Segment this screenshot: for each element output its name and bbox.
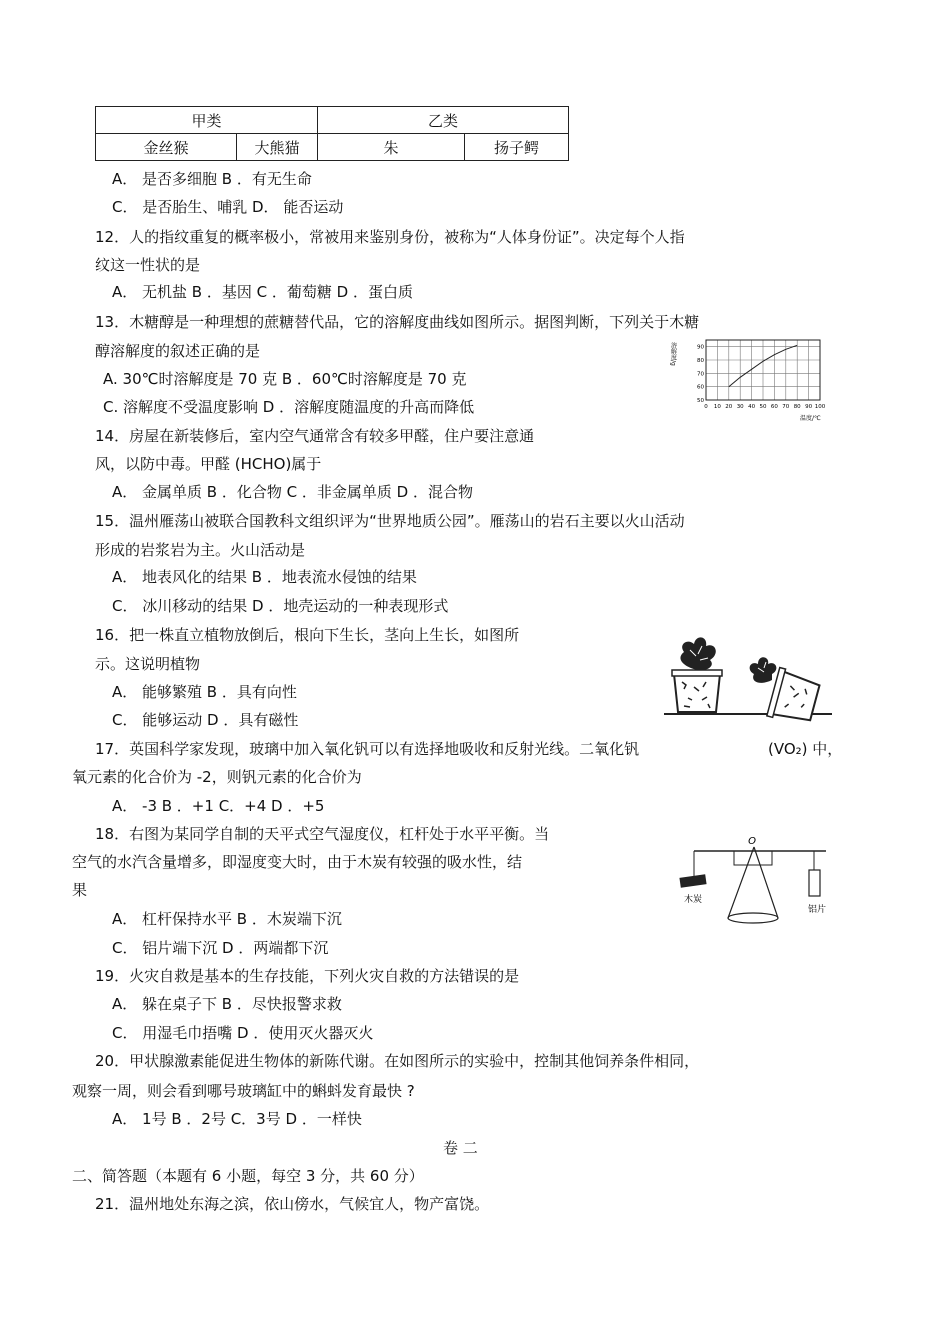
charcoal-block: [679, 874, 706, 888]
q11-options-cd: C． 是否胎生、哺乳 D． 能否运动: [112, 198, 344, 216]
table-cell: 朱: [318, 134, 465, 161]
pivot-label: O: [748, 836, 756, 847]
table-header-yi: 乙类: [318, 107, 569, 134]
q18-options-ab: A． 杠杆保持水平 B ．木炭端下沉: [112, 910, 342, 928]
chart-x-tick-label: 90: [805, 404, 813, 410]
chart-grid: [706, 340, 820, 400]
q18-stem-cont2: 果: [72, 881, 88, 899]
q15-options-ab: A． 地表风化的结果 B ．地表流水侵蚀的结果: [112, 568, 417, 586]
q21-stem: 21．温州地处东海之滨，依山傍水，气候宜人，物产富饶。: [95, 1195, 490, 1213]
stand-cone: [728, 847, 778, 918]
q12-options: A． 无机盐 B ．基因 C ．葡萄糖 D ．蛋白质: [112, 283, 413, 301]
q20-stem: 20．甲状腺激素能促进生物体的新陈代谢。在如图所示的实验中，控制其他饲养条件相同，: [95, 1052, 700, 1070]
q13-stem-cont: 醇溶解度的叙述正确的是: [95, 342, 261, 360]
q18-options-cd: C． 铝片端下沉 D ．两端都下沉: [112, 939, 329, 957]
q15-stem: 15．温州雁荡山被联合国教科文组织评为“世界地质公园”。雁荡山的岩石主要以火山活动: [95, 512, 685, 530]
q16-stem: 16．把一株直立植物放倒后，根向下生长，茎向上生长，如图所: [95, 626, 520, 644]
table-cell: 扬子鳄: [465, 134, 569, 161]
chart-x-tick-label: 10: [713, 404, 721, 410]
charcoal-label: 木炭: [684, 895, 703, 905]
chart-y-tick-label: 80: [697, 358, 704, 364]
q15-options-cd: C． 冰川移动的结果 D ．地壳运动的一种表现形式: [112, 597, 449, 615]
chart-x-tick-label: 60: [770, 404, 778, 410]
tipped-plant-foliage: [750, 657, 777, 683]
chart-x-tick-label: 30: [736, 404, 744, 410]
aluminum-sheet: [809, 870, 820, 896]
table-header-jia: 甲类: [96, 107, 318, 134]
q20-stem-cont: 观察一周，则会看到哪号玻璃缸中的蝌蚪发育最快 ?: [72, 1082, 415, 1100]
q18-stem-cont: 空气的水汽含量增多，即湿度变大时，由于木炭有较强的吸水性，结: [72, 853, 523, 871]
q14-stem-cont: 风，以防中毒。甲醛 (HCHO)属于: [95, 455, 322, 473]
chart-x-tick-label: 80: [793, 404, 801, 410]
upright-potted-plant: [672, 637, 722, 712]
table-cell: 大熊猫: [237, 134, 318, 161]
solubility-chart: [669, 334, 832, 424]
q19-options-ab: A． 躲在桌子下 B ．尽快报警求救: [112, 995, 342, 1013]
chart-y-tick-label: 90: [697, 344, 704, 351]
chart-xlabel: 温度/℃: [800, 415, 821, 422]
chart-x-tick-label: 20: [725, 404, 733, 410]
q19-options-cd: C． 用湿毛巾捂嘴 D ．使用灭火器灭火: [112, 1024, 374, 1042]
q11-options-ab: A． 是否多细胞 B ．有无生命: [112, 170, 312, 188]
q15-stem-cont: 形成的岩浆岩为主。火山活动是: [95, 541, 306, 559]
table-cell: 金丝猴: [96, 134, 237, 161]
chart-x-tick-label: 40: [748, 404, 756, 410]
balance-humidity-figure: [670, 832, 836, 932]
q17-stem-cont: 氧元素的化合价为 -2，则钒元素的化合价为: [72, 768, 362, 786]
chart-y-tick-label: 60: [697, 384, 704, 391]
q17-stem: 17．英国科学家发现，玻璃中加入氧化钒可以有选择地吸收和反射光线。二氧化钒: [95, 740, 640, 758]
q14-stem: 14．房屋在新装修后，室内空气通常含有较多甲醛，住户要注意通: [95, 427, 535, 445]
tipped-potted-plant: [767, 668, 821, 727]
aluminum-label: 铝片: [808, 905, 827, 915]
q16-options-cd: C． 能够运动 D ．具有磁性: [112, 711, 299, 729]
q20-options: A． 1号 B ．2号 C．3号 D ．一样快: [112, 1110, 362, 1128]
section-heading: 二、简答题（本题有 6 小题，每空 3 分，共 60 分）: [72, 1167, 424, 1185]
q19-stem: 19．火灾自救是基本的生存技能，下列火灾自救的方法错误的是: [95, 967, 520, 985]
q17-options: A． -3 B ．+1 C．+4 D ．+5: [112, 797, 325, 815]
chart-x-tick-label: 70: [782, 404, 790, 410]
chart-y-tick-label: 70: [697, 371, 704, 378]
q17-stem-formula: (VO₂) 中，: [768, 740, 843, 758]
chart-ylabel: 溶解度/g: [669, 342, 677, 366]
classification-table: [95, 106, 569, 161]
q12-stem: 12．人的指纹重复的概率极小，常被用来鉴别身份，被称为“人体身份证”。决定每个人指: [95, 228, 685, 246]
q16-options-ab: A． 能够繁殖 B ．具有向性: [112, 683, 297, 701]
q13-options-ab: A. 30℃时溶解度是 70 克 B ．60℃时溶解度是 70 克: [103, 370, 467, 388]
stand-base: [728, 913, 778, 923]
beam-bracket: [734, 851, 772, 865]
q14-options: A． 金属单质 B ．化合物 C ．非金属单质 D ．混合物: [112, 483, 473, 501]
plant-tropism-figure: [662, 632, 834, 718]
chart-y-tick-label: 50: [697, 398, 704, 404]
section-title: 卷 二: [443, 1139, 478, 1157]
chart-x-tick-label: 100: [814, 404, 826, 410]
q13-options-cd: C. 溶解度不受温度影响 D ．溶解度随温度的升高而降低: [103, 398, 475, 416]
q12-stem-cont: 纹这一性状的是: [95, 256, 201, 274]
chart-x-tick-label: 0: [704, 404, 708, 410]
q16-stem-cont: 示。这说明植物: [95, 655, 201, 673]
chart-x-tick-label: 50: [759, 404, 767, 410]
q13-stem: 13．木糖醇是一种理想的蔗糖替代品，它的溶解度曲线如图所示。据图判断，下列关于木糖: [95, 313, 700, 331]
q18-stem: 18．右图为某同学自制的天平式空气湿度仪，杠杆处于水平平衡。当: [95, 825, 550, 843]
